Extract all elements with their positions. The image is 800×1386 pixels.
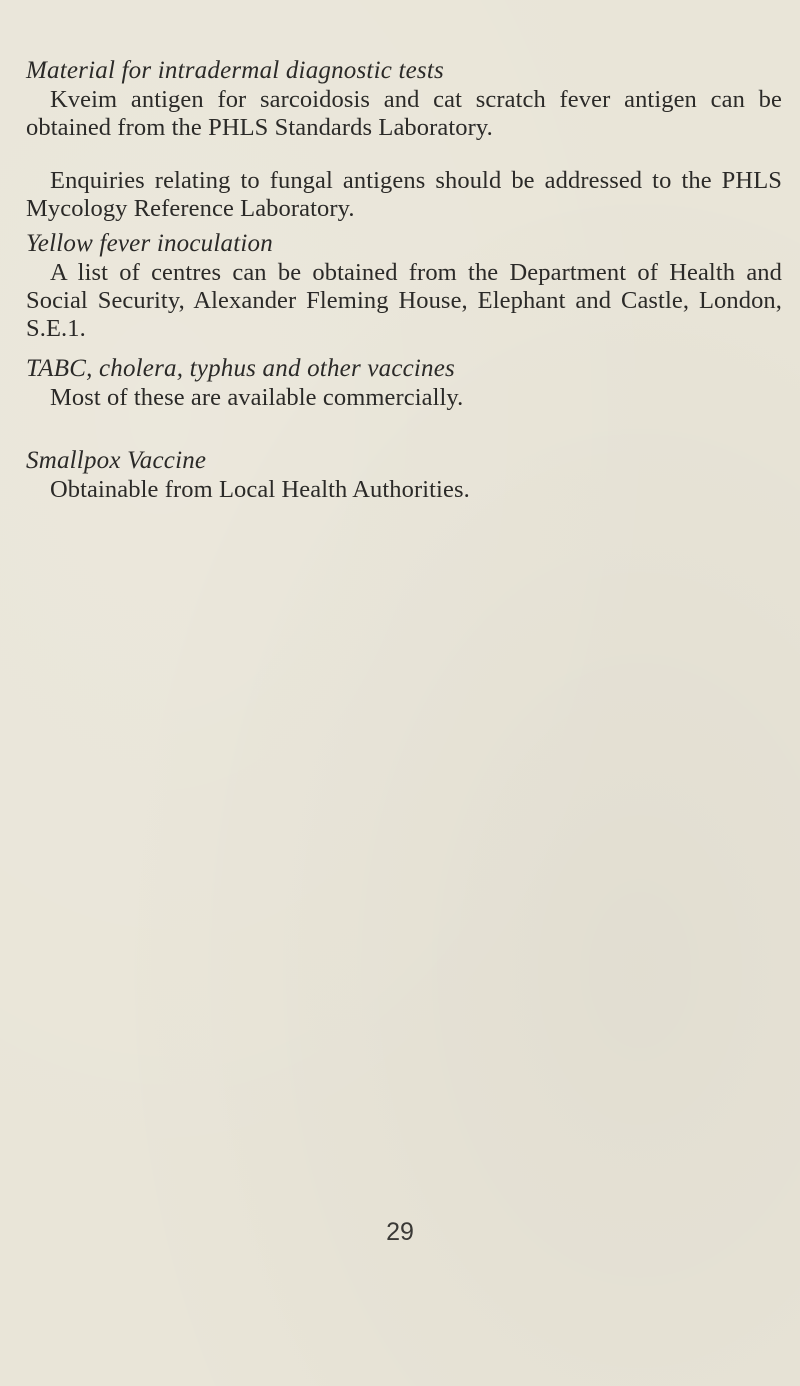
section-smallpox-vaccine xyxy=(26,446,782,504)
section-heading: Yellow fever inoculation xyxy=(26,230,273,257)
section-intradermal-tests xyxy=(26,56,782,223)
section-tabc-vaccines xyxy=(26,354,782,412)
section-heading: TABC, cholera, typhus and other vaccines xyxy=(26,355,455,382)
page-number: 29 xyxy=(386,1218,414,1246)
section-heading: Material for intradermal diagnostic tests xyxy=(26,57,444,84)
paragraph-tabc-availability: Most of these are available commercially. xyxy=(50,384,464,411)
section-yellow-fever xyxy=(26,229,782,343)
paragraph-smallpox-source: Obtainable from Local Health Authorities. xyxy=(50,476,470,503)
paragraph-fungal-antigens: Enquiries relating to fungal antigens should be addressed to the PHLS Mycology Reference Laboratory. xyxy=(26,167,782,222)
paragraph-kveim-antigen: Kveim antigen for sarcoidosis and cat scratch fever antigen can be obtained from the PHLS Standards Laboratory. xyxy=(26,86,782,141)
paragraph-yellow-fever-centres: A list of centres can be obtained from the Department of Health and Social Security, Alexander Fleming House, Elephant and Castle, London, S.E.1. xyxy=(26,259,782,342)
section-heading: Smallpox Vaccine xyxy=(26,447,207,474)
